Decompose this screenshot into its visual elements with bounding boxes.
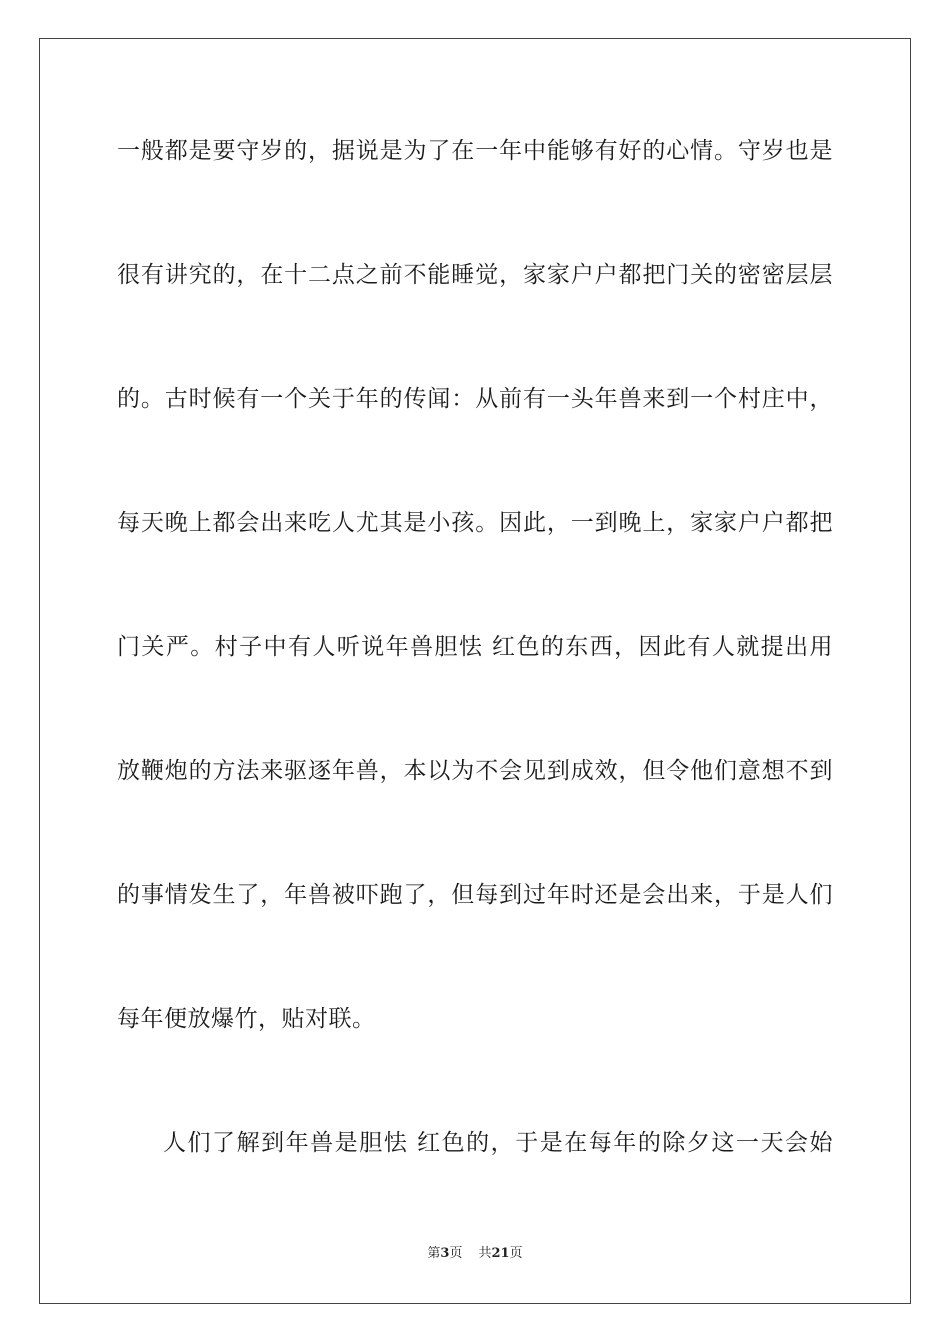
text-line-7: 的事情发生了，年兽被吓跑了，但每到过年时还是会出来，于是人们 xyxy=(117,882,833,908)
text-line-3: 的。古时候有一个关于年的传闻：从前有一头年兽来到一个村庄中， xyxy=(117,386,833,412)
total-suffix: 页 xyxy=(509,1246,523,1261)
text-line-4: 每天晚上都会出来吃人尤其是小孩。因此，一到晚上，家家户户都把 xyxy=(117,510,833,536)
page-prefix: 第 xyxy=(427,1246,441,1261)
text-line-1: 一般都是要守岁的，据说是为了在一年中能够有好的心情。守岁也是 xyxy=(117,138,833,164)
total-pages: 21 xyxy=(491,1246,510,1261)
page-number: 3 xyxy=(440,1246,450,1261)
page-suffix: 页 xyxy=(449,1246,463,1261)
text-line-6: 放鞭炮的方法来驱逐年兽，本以为不会见到成效，但令他们意想不到 xyxy=(117,758,833,784)
text-line-5: 门关严。村子中有人听说年兽胆怯 红色的东西，因此有人就提出用 xyxy=(117,634,833,660)
text-line-8: 每年便放爆竹，贴对联。 xyxy=(117,1006,376,1032)
text-line-2: 很有讲究的，在十二点之前不能睡觉，家家户户都把门关的密密层层 xyxy=(117,262,833,288)
page-border xyxy=(39,38,911,1304)
total-prefix: 共 xyxy=(478,1246,492,1261)
paragraph-start-line: 人们了解到年兽是胆怯 红色的，于是在每年的除夕这一天会始 xyxy=(163,1130,833,1156)
page-footer xyxy=(0,1244,950,1264)
